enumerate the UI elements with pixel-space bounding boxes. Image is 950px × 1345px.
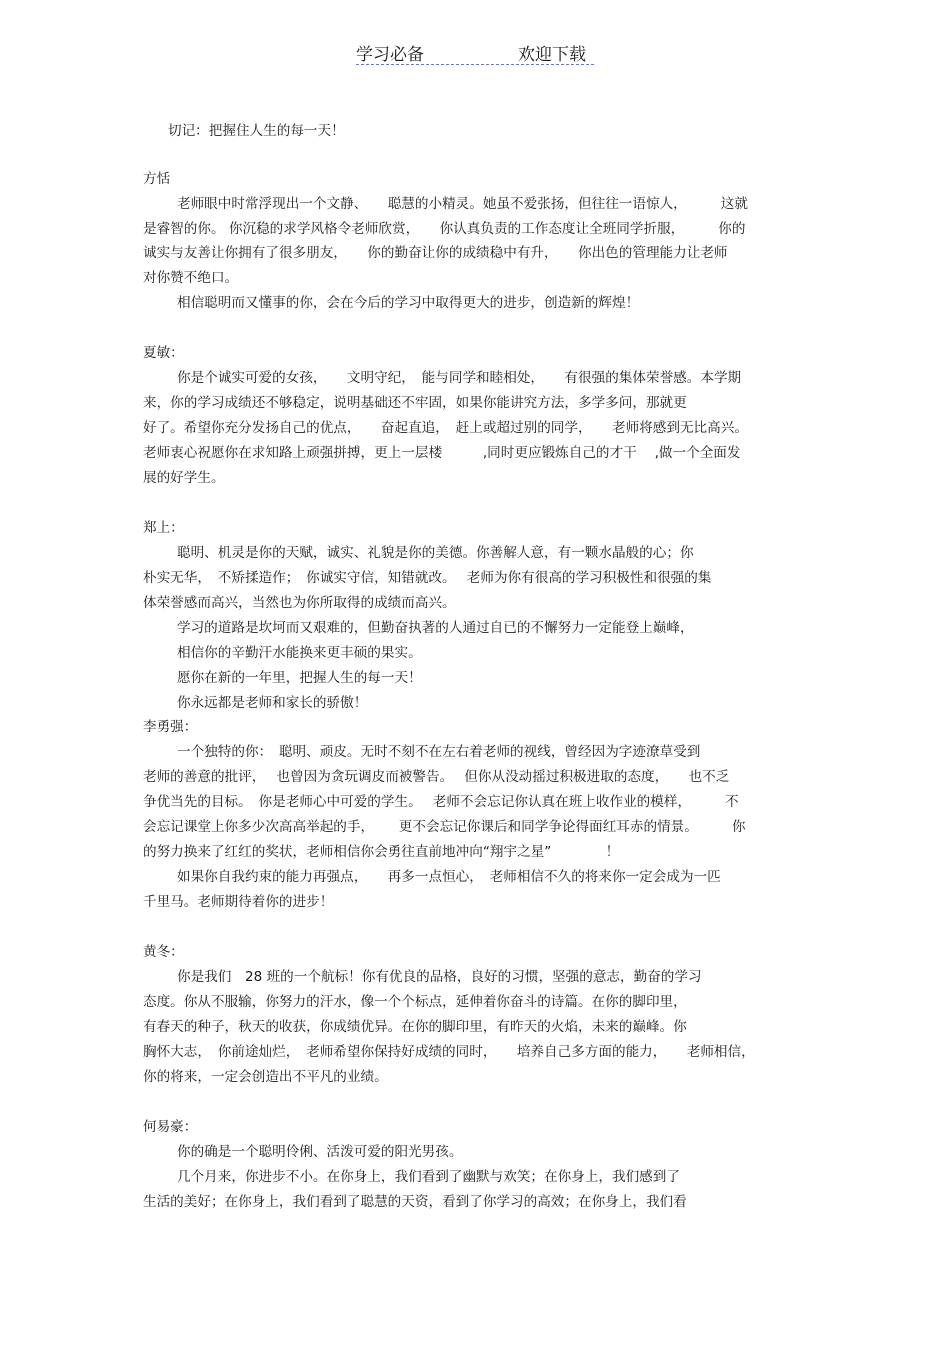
- paragraph-line: 你永远都是老师和家长的骄傲！: [177, 695, 368, 711]
- paragraph-line: 争优当先的目标。 你是老师心中可爱的学生。 老师不会忘记你认真在班上收作业的模样， 不: [143, 794, 739, 810]
- paragraph-line: 你是我们 28 班的一个航标！你有优良的品格，良好的习惯，坚强的意志，勤奋的学习: [177, 969, 702, 985]
- paragraph-line: 老师衷心祝愿你在求知路上顽强拼搏，更上一层楼 ,同时更应锻炼自己的才干 ,做一个全面发: [143, 445, 741, 461]
- paragraph-line: 你是个诚实可爱的女孩， 文明守纪， 能与同学和睦相处， 有很强的集体荣誉感。本学期: [177, 370, 742, 386]
- paragraph-line: 你的将来，一定会创造出不平凡的业绩。: [143, 1069, 388, 1085]
- header-left-text: 学习必备: [356, 45, 424, 65]
- student-name-heading: 何易豪：: [143, 1119, 198, 1135]
- paragraph-line: 体荣誉感而高兴，当然也为你所取得的成绩而高兴。: [143, 595, 456, 611]
- paragraph-line: 相信你的辛勤汗水能换来更丰硕的果实。: [177, 645, 422, 661]
- student-name-heading: 郑上：: [143, 520, 184, 536]
- paragraph-line: 态度。你从不服输，你努力的汗水，像一个个标点，延伸着你奋斗的诗篇。在你的脚印里，: [143, 994, 687, 1010]
- paragraph-line: 相信聪明而又懂事的你，会在今后的学习中取得更大的进步，创造新的辉煌！: [177, 295, 640, 311]
- paragraph-line: 学习的道路是坎坷而又艰难的，但勤奋执著的人通过自已的不懈努力一定能登上巅峰，: [177, 620, 694, 636]
- paragraph-line: 好了。希望你充分发扬自己的优点， 奋起直追， 赶上或超过别的同学， 老师将感到无比高兴。: [143, 420, 748, 436]
- paragraph-line: 你的确是一个聪明伶俐、活泼可爱的阳光男孩。: [177, 1144, 463, 1160]
- motto-line: 切记：把握住人生的每一天！: [168, 123, 345, 139]
- paragraph-line: 千里马。老师期待着你的进步！: [143, 894, 334, 910]
- paragraph-line: 展的好学生。: [143, 470, 225, 486]
- paragraph-line: 有春天的种子，秋天的收获，你成绩优异。在你的脚印里，有昨天的火焰，未来的巅峰。你: [143, 1019, 687, 1035]
- paragraph-line: 如果你自我约束的能力再强点， 再多一点恒心， 老师相信不久的将来你一定会成为一匹: [177, 869, 721, 885]
- paragraph-line: 老师的善意的批评， 也曾因为贪玩调皮而被警告。 但你从没动摇过积极进取的态度， 也不乏: [143, 769, 730, 785]
- student-name-heading: 李勇强：: [143, 719, 198, 735]
- paragraph-line: 是睿智的你。 你沉稳的求学风格令老师欣赏， 你认真负责的工作态度让全班同学折服， 你的: [143, 221, 746, 237]
- paragraph-line: 朴实无华， 不矫揉造作； 你诚实守信，知错就改。 老师为你有很高的学习积极性和很强的集: [143, 570, 712, 586]
- header-right-text: 欢迎下载: [518, 45, 586, 65]
- paragraph-line: 胸怀大志， 你前途灿烂， 老师希望你保持好成绩的同时， 培养自己多方面的能力， 老师相信，: [143, 1044, 755, 1060]
- paragraph-line: 老师眼中时常浮现出一个文静、 聪慧的小精灵。她虽不爱张扬，但往往一语惊人， 这就: [177, 196, 748, 212]
- paragraph-line: 聪明、机灵是你的天赋，诚实、礼貌是你的美德。你善解人意，有一颗水晶般的心；你: [177, 545, 694, 561]
- paragraph-line: 愿你在新的一年里，把握人生的每一天！: [177, 670, 422, 686]
- paragraph-line: 诚实与友善让你拥有了很多朋友， 你的勤奋让你的成绩稳中有升， 你出色的管理能力让老师: [143, 245, 728, 261]
- paragraph-line: 几个月来，你进步不小。在你身上，我们看到了幽默与欢笑；在你身上，我们感到了: [177, 1169, 680, 1185]
- paragraph-line: 生活的美好；在你身上，我们看到了聪慧的天资，看到了你学习的高效；在你身上，我们看: [143, 1194, 687, 1210]
- student-name-heading: 黄冬：: [143, 944, 184, 960]
- paragraph-line: 的努力换来了红红的奖状，老师相信你会勇往直前地冲向“翔宇之星” ！: [143, 844, 620, 860]
- paragraph-line: 来，你的学习成绩还不够稳定，说明基础还不牢固，如果你能讲究方法，多学多问，那就更: [143, 395, 687, 411]
- student-name-heading: 夏敏：: [143, 345, 184, 361]
- paragraph-line: 对你赞不绝口。: [143, 270, 239, 286]
- paragraph-line: 会忘记课堂上你多少次高高举起的手， 更不会忘记你课后和同学争论得面红耳赤的情景。 你: [143, 819, 746, 835]
- paragraph-line: 一个独特的你： 聪明、顽皮。无时不刻不在左右着老师的视线，曾经因为字迹潦草受到: [177, 744, 701, 760]
- student-name-heading: 方恬: [143, 171, 171, 187]
- page-header: [356, 40, 594, 65]
